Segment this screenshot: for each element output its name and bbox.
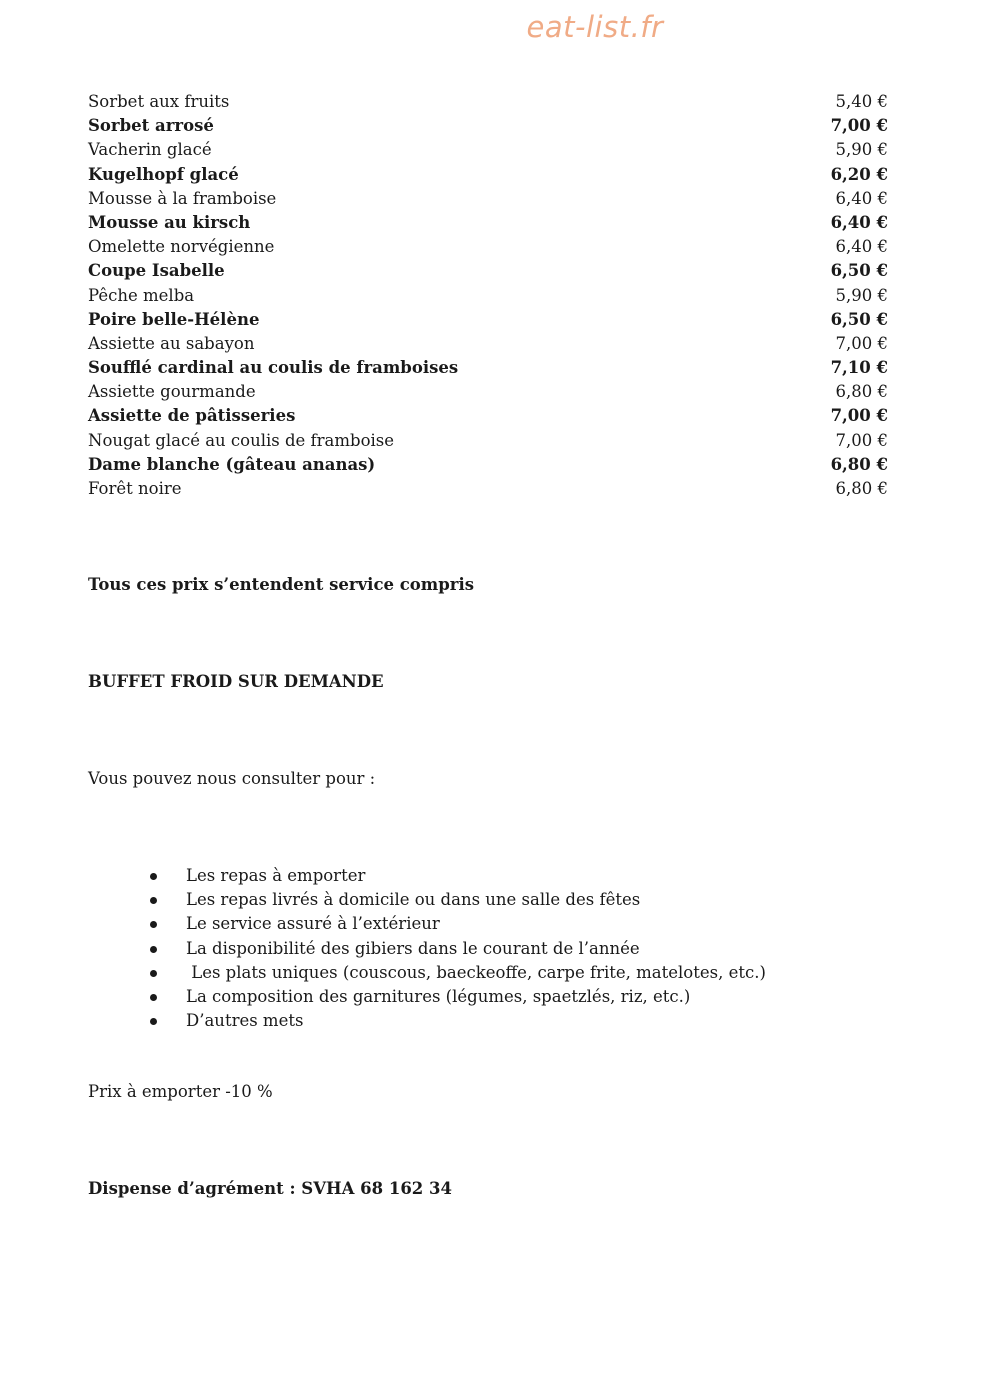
menu-item	[88, 308, 888, 332]
bullet-icon	[150, 946, 157, 953]
menu-item	[88, 380, 888, 404]
service-included-note: Tous ces prix s’entendent service compris	[88, 575, 475, 594]
menu-item-name: Kugelhopf glacé	[88, 164, 239, 184]
menu-item	[88, 356, 888, 380]
menu-item	[88, 138, 888, 162]
menu-item	[88, 163, 888, 187]
list-item-text: Le service assuré à l’extérieur	[186, 914, 440, 934]
menu-item-name: Coupe Isabelle	[88, 261, 225, 281]
buffet-heading: BUFFET FROID SUR DEMANDE	[88, 672, 384, 691]
menu-item-name: Omelette norvégienne	[88, 237, 275, 257]
list-item-text: La composition des garnitures (légumes, spaetzlés, riz, etc.)	[186, 986, 691, 1006]
list-item	[150, 985, 766, 1009]
menu-item-price: 7,00 €	[830, 406, 888, 426]
menu-item-price: 5,40 €	[835, 92, 888, 111]
menu-item-price: 6,80 €	[835, 479, 888, 498]
menu-item-price: 6,40 €	[835, 237, 888, 257]
watermark: eat-list.fr	[526, 10, 664, 44]
menu-item-price: 6,40 €	[835, 188, 888, 208]
list-item	[150, 912, 766, 936]
consult-intro: Vous pouvez nous consulter pour :	[88, 769, 376, 788]
bullet-icon	[150, 994, 157, 1001]
menu-item-name: Pêche melba	[88, 285, 195, 305]
menu-item	[88, 187, 888, 211]
menu-item-price: 5,90 €	[835, 285, 888, 305]
menu-item-price: 6,80 €	[835, 382, 888, 402]
menu-item-price: 5,90 €	[835, 140, 888, 160]
list-item-text: Les repas livrés à domicile ou dans une salle des fêtes	[186, 890, 641, 910]
bullet-icon	[150, 1018, 157, 1025]
menu-item-price: 6,50 €	[830, 261, 888, 281]
list-item-text: La disponibilité des gibiers dans le courant de l’année	[186, 938, 640, 958]
dessert-price-list	[88, 90, 888, 501]
menu-item-name: Poire belle-Hélène	[88, 309, 260, 329]
menu-item-name: Mousse au kirsch	[88, 212, 251, 232]
list-item	[150, 1009, 766, 1033]
agreement-exemption: Dispense d’agrément : SVHA 68 162 34	[88, 1179, 452, 1198]
menu-item	[88, 211, 888, 235]
list-item	[150, 961, 766, 985]
menu-item-name: Forêt noire	[88, 479, 182, 498]
menu-item-name: Dame blanche (gâteau ananas)	[88, 454, 376, 474]
menu-item-name: Mousse à la framboise	[88, 188, 277, 208]
list-item	[150, 888, 766, 912]
menu-item-price: 6,50 €	[830, 309, 888, 329]
menu-item	[88, 90, 888, 114]
menu-item	[88, 429, 888, 453]
list-item-text: Les repas à emporter	[186, 866, 366, 885]
menu-item-price: 7,00 €	[830, 116, 888, 136]
menu-item-price: 6,80 €	[830, 454, 888, 474]
menu-item-name: Soufflé cardinal au coulis de framboises	[88, 358, 459, 378]
menu-item	[88, 332, 888, 356]
menu-item	[88, 114, 888, 138]
menu-item	[88, 284, 888, 308]
takeaway-discount-note: Prix à emporter -10 %	[88, 1082, 273, 1101]
menu-item-name: Sorbet aux fruits	[88, 92, 230, 111]
menu-item	[88, 453, 888, 477]
menu-item	[88, 259, 888, 283]
menu-item-price: 6,20 €	[830, 164, 888, 184]
menu-item-price: 7,00 €	[835, 333, 888, 353]
menu-item-name: Nougat glacé au coulis de framboise	[88, 430, 395, 450]
bullet-icon	[150, 897, 157, 904]
menu-item-name: Sorbet arrosé	[88, 116, 214, 136]
menu-item	[88, 404, 888, 428]
menu-item	[88, 235, 888, 259]
menu-item-name: Vacherin glacé	[88, 140, 212, 160]
list-item-text: D’autres mets	[186, 1011, 304, 1031]
list-item	[150, 864, 766, 888]
list-item	[150, 937, 766, 961]
menu-item-name: Assiette au sabayon	[88, 333, 255, 353]
menu-item-price: 7,00 €	[835, 430, 888, 450]
menu-item	[88, 477, 888, 501]
menu-item-price: 7,10 €	[830, 358, 888, 378]
menu-item-name: Assiette de pâtisseries	[88, 406, 296, 426]
menu-item-price: 6,40 €	[830, 212, 888, 232]
consult-list	[150, 864, 766, 1033]
bullet-icon	[150, 970, 157, 977]
menu-item-name: Assiette gourmande	[88, 382, 256, 402]
bullet-icon	[150, 921, 157, 928]
bullet-icon	[150, 873, 157, 880]
list-item-text: Les plats uniques (couscous, baeckeoffe, carpe frite, matelotes, etc.)	[186, 962, 766, 982]
